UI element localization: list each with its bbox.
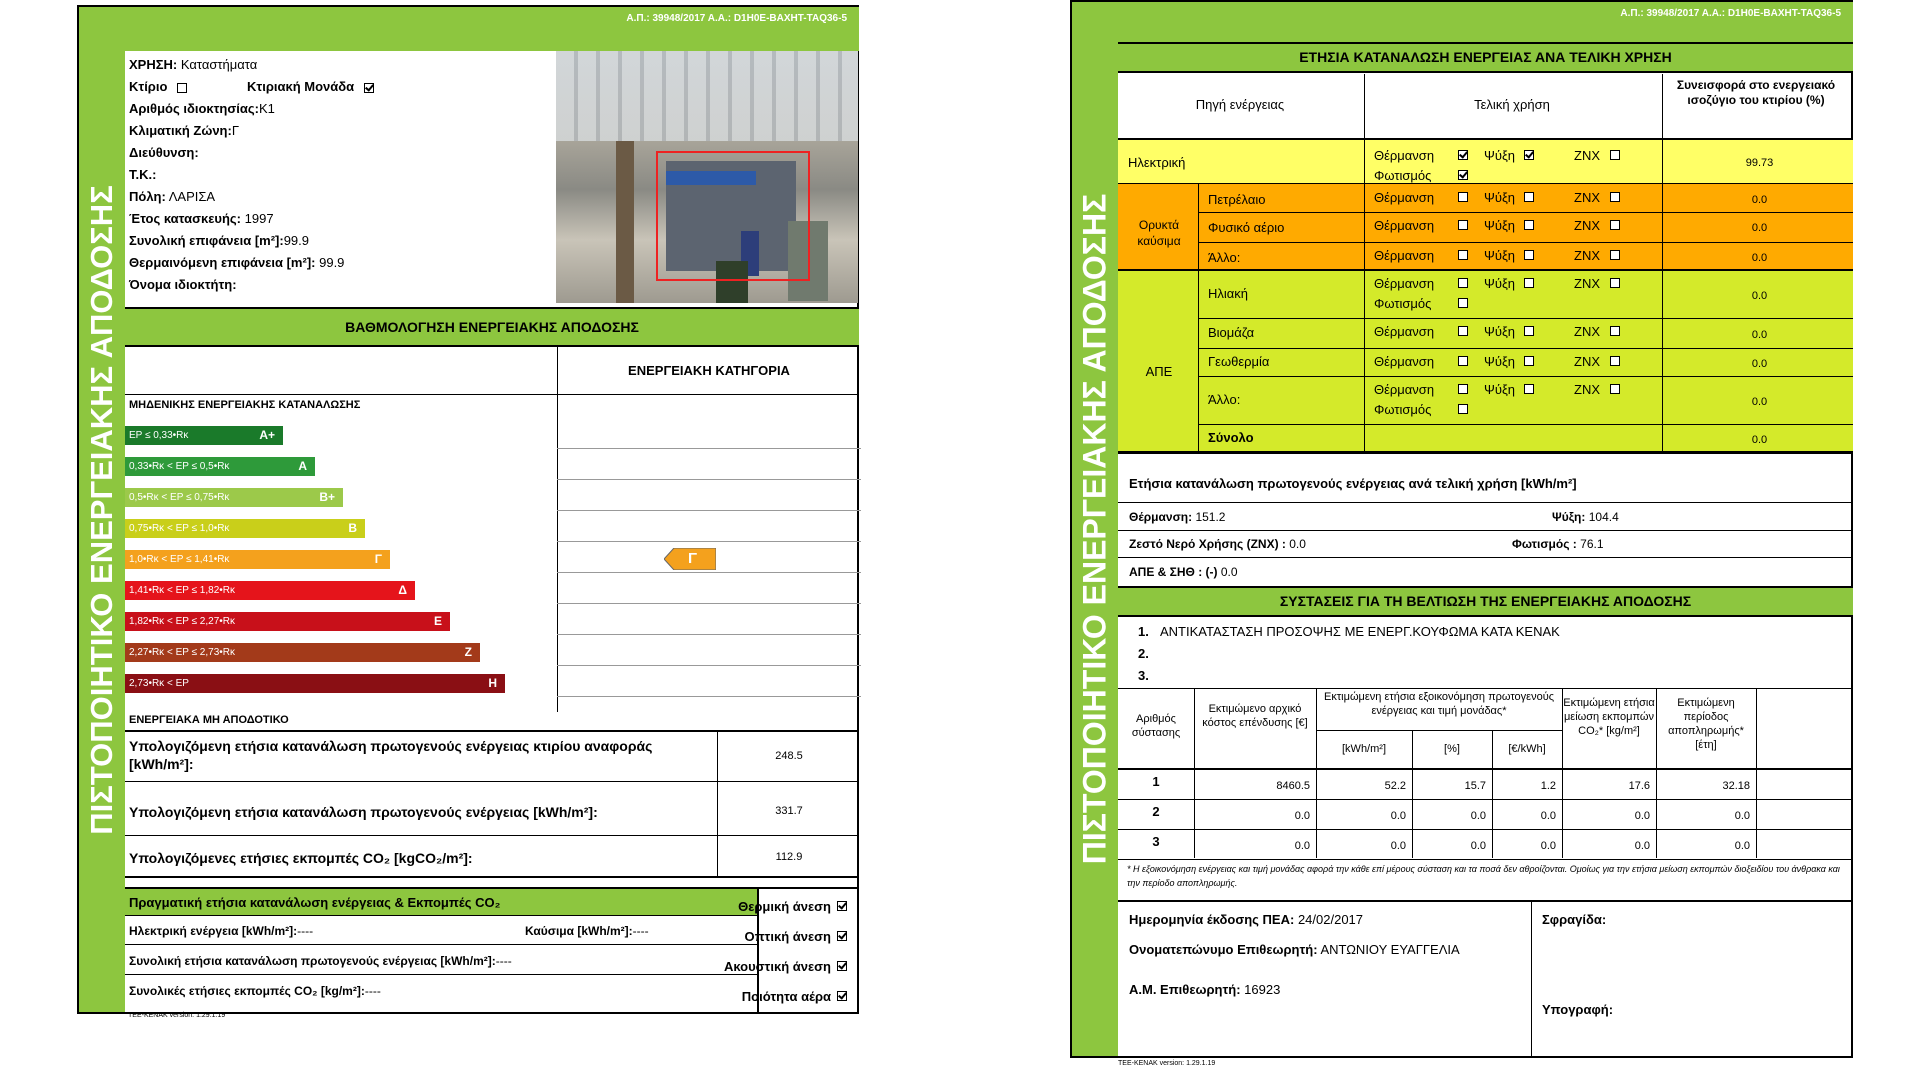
rec-cell-kwh: 52.2 xyxy=(1384,780,1406,792)
rating-bar-letter: Ε xyxy=(433,614,442,628)
rec-head-co2: Εκτιμώμενη ετήσια μείωση εκπομπών CO₂* [kg/m²] xyxy=(1563,697,1655,737)
recommendation-text: ΑΝΤΙΚΑΤΑΣΤΑΣΗ ΠΡΟΣΟΨΗΣ ΜΕ ΕΝΕΡΓ.ΚΟΥΦΩΜΑ ΚΑΤΑ ΚΕΝΑΚ xyxy=(1160,624,1560,639)
rec-cell-kwh: 0.0 xyxy=(1390,810,1406,822)
total-primary-row: Συνολική ετήσια κατανάλωση πρωτογενούς ενέργειας [kWh/m²]:---- xyxy=(129,954,512,968)
rec-cell-payback: 0.0 xyxy=(1734,810,1750,822)
rec-cell-cost: 8460.5 xyxy=(1276,780,1310,792)
res-value: 0.0 xyxy=(1751,396,1768,408)
dhw-checkbox[interactable] xyxy=(1610,356,1620,366)
certificate-page-1: ΠΙΣΤΟΠΟΙΗΤΙΚΟ ΕΝΕΡΓΕΙΑΚΗΣ ΑΠΟΔΟΣΗΣ Α.Π.: 39948/2017 Α.Α.: D1H0E-BAXHT-TAQ36-5 ΧΡΗΣΗ: Καταστήματα Κτίριο Κτιριακή Μονάδα Αριθμός ιδιοκτησίας:Κ1 Κλιματική Ζώνη:Γ Διεύθυνση: Τ.Κ.: Πόλη: ΛΑΡΙΣΑ Έτος κατασκευής: 1997 Συνολική επιφάνεια [m²]:99.9 Θερμαινόμενη επιφάνεια [m²]: 99.9 Όνομα ιδιοκτήτη: ΒΑΘΜΟΛΟΓΗΣΗ ΕΝΕΡΓΕΙΑΚΗΣ ΑΠΟΔΟΣΗΣ ΕΝΕΡΓΕΙΑΚΗ ΚΑΤΗΓΟΡΙΑ ΜΗΔΕΝΙΚΗΣ ΕΝΕΡΓΕΙΑΚΗΣ ΚΑΤΑΝΑΛΩΣΗΣ EP ≤ 0,33•Rᴋ Α+ 0,33•Rᴋ < EP ≤ 0,5•Rᴋ Α 0,5•Rᴋ < EP ≤ 0,75•Rᴋ Β+ 0,75•Rᴋ < EP ≤ 1,0•Rᴋ Β 1,0•Rᴋ < EP ≤ 1,41•Rᴋ Γ 1,41•Rᴋ < EP ≤ 1,82•Rᴋ Δ 1,82•Rᴋ < EP ≤ 2,27•Rᴋ Ε 2,27•Rᴋ < EP ≤ 2,73•Rᴋ Ζ 2,73•Rᴋ < EP Η ΕΝΕΡΓΕΙΑΚΑ ΜΗ ΑΠΟΔΟΤΙΚΟ Γ Υπολογιζόμενη ετήσια κατανάλωση πρωτογενούς ενέργειας κτιρίου αναφοράς [kWh/m²]: 248.5 Υπολογιζόμενη ετήσια κατανάλωση πρωτογενούς ενέργειας [kWh/m²]: 331.7 Υπολογιζόμενες ετήσιες εκπομπές CO₂ [kgCO₂/m²]: 112.9 Πραγματική ετήσια κατανάλωση ενέργειας & Εκπομπές CO₂ Ηλεκτρική ενέργεια [kWh/m²]:---- Καύσιμα [kWh/m²]:---- Συνολική ετήσια κατανάλωση πρωτογενούς ενέργειας [kWh/m²]:---- Συνολικές ετήσιες εκπομπές CO₂ [kg/m²]:---- Θερμική άνεση Οπτική άνεση Ακουστική άνεση Ποιότητα αέρα xyxy=(77,5,859,1014)
rating-bar-letter: Β+ xyxy=(319,490,335,504)
grid-v2 xyxy=(1364,74,1365,452)
cooling-checkbox[interactable] xyxy=(1524,356,1534,366)
inspector-name: Ονοματεπώνυμο Επιθεωρητή: ΑΝΤΩΝΙΟΥ ΕΥΑΓΓΕΛΙΑ xyxy=(1129,942,1460,957)
use-cooling-label: Ψύξη xyxy=(1484,148,1516,163)
rating-bar-8 xyxy=(125,674,505,693)
inspector-am: Α.Μ. Επιθεωρητή: 16923 xyxy=(1129,982,1281,997)
reference-consumption-value: 248.5 xyxy=(775,750,803,762)
comfort-checkbox[interactable] xyxy=(837,931,847,941)
use-heating-label: Θέρμανση xyxy=(1374,276,1435,291)
fossil-value: 0.0 xyxy=(1751,252,1768,264)
footnote: * Η εξοικονόμηση ενέργειας και τιμή μονάδας αφορά την κάθε επί μέρους σύσταση και τα ποσά δεν αθροίζονται. Ομοίως για την ετήσια μείωση εκπομπών διοξειδίου του άνθρακα και την περίοδο αποπληρωμής. xyxy=(1127,864,1840,888)
rec-head-num: Αριθμός σύστασης xyxy=(1131,713,1181,739)
cooling-checkbox[interactable] xyxy=(1524,250,1534,260)
recommendations-title-bar: ΣΥΣΤΑΣΕΙΣ ΓΙΑ ΤΗ ΒΕΛΤΙΩΣΗ ΤΗΣ ΕΝΕΡΓΕΙΑΚΗΣ ΑΠΟΔΟΣΗΣ xyxy=(1118,586,1853,617)
vertical-title-strip xyxy=(79,7,125,1012)
lighting-checkbox[interactable] xyxy=(1458,298,1468,308)
res-group-label: ΑΠΕ xyxy=(1145,364,1173,379)
total-co2-row: Συνολικές ετήσιες εκπομπές CO₂ [kg/m²]:---- xyxy=(129,984,381,998)
res-chp-primary: ΑΠΕ & ΣΗΘ : (-) 0.0 xyxy=(1129,565,1238,579)
lighting-primary: Φωτισμός : 76.1 xyxy=(1512,537,1604,551)
rating-bar-range: 1,41•Rᴋ < EP ≤ 1,82•Rᴋ xyxy=(129,585,235,596)
rec-head-savings: Εκτιμώμενη ετήσια εξοικονόμηση πρωτογενούς ενέργειας και τιμή μονάδας* xyxy=(1323,691,1555,717)
rating-row-line xyxy=(557,696,861,697)
rating-row-line xyxy=(557,572,861,573)
comfort-checkbox[interactable] xyxy=(837,961,847,971)
rec-cell-pct: 0.0 xyxy=(1470,840,1486,852)
res-row-line xyxy=(1198,376,1853,377)
rating-row-line xyxy=(557,603,861,604)
rec-cell-payback: 0.0 xyxy=(1734,840,1750,852)
electric-energy-row: Ηλεκτρική ενέργεια [kWh/m²]:---- xyxy=(129,924,314,938)
rec-cell-eur: 1.2 xyxy=(1540,780,1556,792)
comfort-checkbox[interactable] xyxy=(837,901,847,911)
rec-col-line xyxy=(1756,688,1757,858)
rec-cell-eur: 0.0 xyxy=(1540,810,1556,822)
cooling-checkbox[interactable] xyxy=(1524,384,1534,394)
rating-bar-letter: Η xyxy=(488,676,497,690)
zero-consumption-label: ΜΗΔΕΝΙΚΗΣ ΕΝΕΡΓΕΙΑΚΗΣ ΚΑΤΑΝΑΛΩΣΗΣ xyxy=(129,399,361,411)
rating-row-line xyxy=(557,448,861,449)
use-cooling-label: Ψύξη xyxy=(1484,276,1516,291)
col-source: Πηγή ενέργειας xyxy=(1195,97,1285,112)
rec-cell-pct: 15.7 xyxy=(1464,780,1486,792)
cooling-checkbox[interactable] xyxy=(1524,220,1534,230)
use-cooling-label: Ψύξη xyxy=(1484,382,1516,397)
vertical-title: ΠΙΣΤΟΠΟΙΗΤΙΚΟ ΕΝΕΡΓΕΙΑΚΗΣ ΑΠΟΔΟΣΗΣ xyxy=(84,184,119,835)
header-reference-bar: Α.Π.: 39948/2017 Α.Α.: D1H0E-BAXHT-TAQ36-5 xyxy=(125,7,859,51)
col-use: Τελική χρήση xyxy=(1474,97,1550,112)
rec-head-payback: Εκτιμώμενη περίοδος αποπληρωμής* [έτη] xyxy=(1668,697,1744,751)
dhw-checkbox[interactable] xyxy=(1610,250,1620,260)
current-category-arrow: Γ xyxy=(664,548,716,570)
rec-cell-co2: 17.6 xyxy=(1628,780,1650,792)
res-name: Γεωθερμία xyxy=(1208,354,1270,369)
rating-bar-range: 0,33•Rᴋ < EP ≤ 0,5•Rᴋ xyxy=(129,461,230,472)
res-name: Άλλο: xyxy=(1208,392,1241,407)
vertical-title-strip-right: ΠΙΣΤΟΠΟΙΗΤΙΚΟ ΕΝΕΡΓΕΙΑΚΗΣ ΑΠΟΔΟΣΗΣ xyxy=(1072,2,1118,1056)
rating-title-bar: ΒΑΘΜΟΛΟΓΗΣΗ ΕΝΕΡΓΕΙΑΚΗΣ ΑΠΟΔΟΣΗΣ xyxy=(125,307,859,347)
cooling-checkbox[interactable] xyxy=(1524,150,1534,160)
use-heating-label: Θέρμανση xyxy=(1374,248,1435,263)
rating-bar-5 xyxy=(125,581,415,600)
rating-bar-range: 2,27•Rᴋ < EP ≤ 2,73•Rᴋ xyxy=(129,647,235,658)
res-row-line xyxy=(1198,348,1853,349)
comfort-item-label: Οπτική άνεση xyxy=(744,929,831,944)
lighting-checkbox[interactable] xyxy=(1458,170,1468,180)
heating-checkbox[interactable] xyxy=(1458,278,1468,288)
cooling-checkbox[interactable] xyxy=(1524,278,1534,288)
heating-checkbox[interactable] xyxy=(1458,250,1468,260)
comfort-item-label: Θερμική άνεση xyxy=(738,899,831,914)
dhw-checkbox[interactable] xyxy=(1610,220,1620,230)
rec-head-line xyxy=(1118,768,1853,770)
use-heating-label: Θέρμανση xyxy=(1374,354,1435,369)
use-lighting-label: Φωτισμός xyxy=(1374,168,1432,183)
rec-cell-cost: 0.0 xyxy=(1294,810,1310,822)
dhw-checkbox[interactable] xyxy=(1610,384,1620,394)
rec-head-eur: [€/kWh] xyxy=(1508,743,1546,755)
use-cooling-label: Ψύξη xyxy=(1484,248,1516,263)
heating-checkbox[interactable] xyxy=(1458,150,1468,160)
electric-label: Ηλεκτρική xyxy=(1128,155,1186,170)
left-footer: TEE-KENAK version: 1.29.1.19 xyxy=(128,1012,226,1019)
non-efficient-label: ΕΝΕΡΓΕΙΑΚΑ ΜΗ ΑΠΟΔΟΤΙΚΟ xyxy=(129,714,289,726)
res-value: 0.0 xyxy=(1751,290,1768,302)
col-contribution: Συνεισφορά στο ενεργειακό ισοζύγιο του κτιρίου (%) xyxy=(1676,78,1836,107)
rec-row-num: 2 xyxy=(1152,804,1160,819)
use-dhw-label: ZNX xyxy=(1574,324,1600,339)
rating-row-line xyxy=(557,479,861,480)
rec-cell-payback: 32.18 xyxy=(1722,780,1750,792)
use-dhw-label: ZNX xyxy=(1574,218,1600,233)
rating-bar-letter: Β xyxy=(348,521,357,535)
header-reference-bar-right: Α.Π.: 39948/2017 Α.Α.: D1H0E-BAXHT-TAQ36-5 xyxy=(1118,2,1853,44)
dhw-checkbox[interactable] xyxy=(1610,278,1620,288)
rating-bar-range: EP ≤ 0,33•Rᴋ xyxy=(129,430,189,441)
comfort-item-label: Ποιότητα αέρα xyxy=(741,989,831,1004)
calculated-consumption-value: 331.7 xyxy=(775,805,803,817)
res-row-line xyxy=(1198,318,1853,319)
reference-consumption-label: Υπολογιζόμενη ετήσια κατανάλωση πρωτογενούς ενέργειας κτιρίου αναφοράς [kWh/m²]: xyxy=(129,738,653,772)
certificate-page-2 xyxy=(1070,0,1853,1058)
heating-checkbox[interactable] xyxy=(1458,326,1468,336)
rec-head-kwh: [kWh/m²] xyxy=(1342,743,1386,755)
grid-h-ffe xyxy=(1118,270,1853,271)
res-row-line xyxy=(1198,424,1853,425)
heating-primary: Θέρμανση: 151.2 xyxy=(1129,510,1226,524)
rating-bar-letter: Ζ xyxy=(464,645,472,659)
rating-bar-range: 0,75•Rᴋ < EP ≤ 1,0•Rᴋ xyxy=(129,523,230,534)
rating-bar-4 xyxy=(125,550,390,569)
right-footer: TEE-KENAK version: 1.29.1.19 xyxy=(1118,1060,1216,1067)
fossil-name: Πετρέλαιο xyxy=(1208,192,1266,207)
co2-emissions-value: 112.9 xyxy=(775,851,803,863)
use-dhw-label: ZNX xyxy=(1574,190,1600,205)
cooling-checkbox[interactable] xyxy=(1524,326,1534,336)
grid-v1 xyxy=(1198,184,1199,452)
rec-sub-line xyxy=(1316,730,1562,731)
use-heating-label: Θέρμανση xyxy=(1374,324,1435,339)
comfort-item-label: Ακουστική άνεση xyxy=(723,959,831,974)
rec-cell-kwh: 0.0 xyxy=(1390,840,1406,852)
use-heating-label: Θέρμανση xyxy=(1374,148,1435,163)
rating-bar-letter: Γ xyxy=(374,552,382,566)
building-photo xyxy=(556,51,858,303)
fossil-name: Φυσικό αέριο xyxy=(1208,220,1285,235)
use-cooling-label: Ψύξη xyxy=(1484,218,1516,233)
rec-row-num: 1 xyxy=(1152,774,1160,789)
dhw-checkbox[interactable] xyxy=(1610,150,1620,160)
rating-row-line xyxy=(557,541,861,542)
heating-checkbox[interactable] xyxy=(1458,384,1468,394)
cooling-primary: Ψύξη: 104.4 xyxy=(1552,510,1619,524)
rec-row-line xyxy=(1118,859,1853,860)
consumption-title-bar: ΕΤΗΣΙΑ ΚΑΤΑΝΑΛΩΣΗ ΕΝΕΡΓΕΙΑΣ ΑΝΑ ΤΕΛΙΚΗ ΧΡΗΣΗ xyxy=(1118,42,1853,73)
recommendation-num: 2. xyxy=(1138,646,1149,661)
co2-emissions-label: Υπολογιζόμενες ετήσιες εκπομπές CO₂ [kgCO₂/m²]: xyxy=(129,850,473,866)
rating-row-line xyxy=(557,634,861,635)
rec-head-cost: Εκτιμώμενο αρχικό κόστος επένδυσης [€] xyxy=(1202,703,1308,729)
rec-col-line xyxy=(1492,730,1493,858)
rating-bar-7 xyxy=(125,643,480,662)
rating-bar-6 xyxy=(125,612,450,631)
rating-bar-letter: Δ xyxy=(398,583,407,597)
dhw-checkbox[interactable] xyxy=(1610,326,1620,336)
category-header: ΕΝΕΡΓΕΙΑΚΗ ΚΑΤΗΓΟΡΙΑ xyxy=(628,363,790,378)
rec-col-line xyxy=(1194,688,1195,858)
lighting-checkbox[interactable] xyxy=(1458,404,1468,414)
signature-label: Υπογραφή: xyxy=(1542,1002,1614,1017)
rec-col-line xyxy=(1656,688,1657,858)
grid-v3 xyxy=(1662,74,1663,452)
heating-checkbox[interactable] xyxy=(1458,220,1468,230)
rec-cell-cost: 0.0 xyxy=(1294,840,1310,852)
rec-row-line xyxy=(1118,829,1853,830)
use-dhw-label: ZNX xyxy=(1574,248,1600,263)
rec-row-line xyxy=(1118,799,1853,800)
fuel-row: Καύσιμα [kWh/m²]:---- xyxy=(525,924,649,938)
rating-bar-0 xyxy=(125,426,283,445)
fossil-row-line xyxy=(1198,212,1853,213)
rating-bar-letter: Α+ xyxy=(259,428,275,442)
recommendation-num: 3. xyxy=(1138,668,1149,683)
res-name: Σύνολο xyxy=(1208,430,1254,445)
fossil-row-line xyxy=(1198,242,1853,243)
rec-cell-co2: 0.0 xyxy=(1634,840,1650,852)
rating-bar-range: 2,73•Rᴋ < EP xyxy=(129,678,189,689)
rec-col-line xyxy=(1562,688,1563,858)
calculated-consumption-label: Υπολογιζόμενη ετήσια κατανάλωση πρωτογενούς ενέργειας [kWh/m²]: xyxy=(129,804,598,820)
stamp-label: Σφραγίδα: xyxy=(1542,912,1607,927)
rec-cell-pct: 0.0 xyxy=(1470,810,1486,822)
rec-col-line xyxy=(1316,688,1317,858)
rating-bar-range: 1,0•Rᴋ < EP ≤ 1,41•Rᴋ xyxy=(129,554,230,565)
rating-row-line xyxy=(557,665,861,666)
use-lighting-label: Φωτισμός xyxy=(1374,402,1432,417)
electric-value: 99.73 xyxy=(1745,157,1774,169)
rec-row-num: 3 xyxy=(1152,834,1160,849)
res-value: 0.0 xyxy=(1751,434,1768,446)
use-heating-label: Θέρμανση xyxy=(1374,218,1435,233)
cooling-checkbox[interactable] xyxy=(1524,192,1534,202)
comfort-checkbox[interactable] xyxy=(837,991,847,1001)
fossil-value: 0.0 xyxy=(1751,222,1768,234)
rec-head-pct: [%] xyxy=(1444,743,1460,755)
building-info: ΧΡΗΣΗ: Καταστήματα Κτίριο Κτιριακή Μονάδα Αριθμός ιδιοκτησίας:Κ1 Κλιματική Ζώνη:Γ Διεύθυνση: Τ.Κ.: Πόλη: ΛΑΡΙΣΑ Έτος κατασκευής: 1997 Συνολική επιφάνεια [m²]:99.9 Θερμαινόμενη επιφάνεια [m²]: 99.9 Όνομα ιδιοκτήτη: xyxy=(129,54,549,296)
use-cooling-label: Ψύξη xyxy=(1484,354,1516,369)
rating-bar-1 xyxy=(125,457,315,476)
use-heating-label: Θέρμανση xyxy=(1374,190,1435,205)
dhw-primary: Ζεστό Νερό Χρήσης (ΖΝΧ) : 0.0 xyxy=(1129,537,1306,551)
res-value: 0.0 xyxy=(1751,358,1768,370)
use-lighting-label: Φωτισμός xyxy=(1374,296,1432,311)
rating-row-line xyxy=(557,510,861,511)
recommendation-num: 1. xyxy=(1138,624,1149,639)
res-name: Ηλιακή xyxy=(1208,286,1249,301)
use-dhw-label: ZNX xyxy=(1574,382,1600,397)
building-checkbox[interactable] xyxy=(177,83,187,93)
res-value: 0.0 xyxy=(1751,329,1768,341)
rec-col-line xyxy=(1412,730,1413,858)
use-dhw-label: ZNX xyxy=(1574,354,1600,369)
rating-bar-range: 1,82•Rᴋ < EP ≤ 2,27•Rᴋ xyxy=(129,616,235,627)
primary-title: Ετήσια κατανάλωση πρωτογενούς ενέργειας ανά τελική χρήση [kWh/m²] xyxy=(1129,476,1577,491)
grid-h-end xyxy=(1118,452,1853,454)
heating-checkbox[interactable] xyxy=(1458,192,1468,202)
fossil-group-label: Ορυκτά καύσιμα xyxy=(1137,218,1181,248)
rating-bar-2 xyxy=(125,488,343,507)
res-name: Βιομάζα xyxy=(1208,325,1255,340)
rec-cell-co2: 0.0 xyxy=(1634,810,1650,822)
fossil-value: 0.0 xyxy=(1751,194,1768,206)
use-dhw-label: ZNX xyxy=(1574,148,1600,163)
rating-bar-range: 0,5•Rᴋ < EP ≤ 0,75•Rᴋ xyxy=(129,492,230,503)
unit-checkbox[interactable] xyxy=(364,83,374,93)
rating-bar-3 xyxy=(125,519,365,538)
use-cooling-label: Ψύξη xyxy=(1484,324,1516,339)
heating-checkbox[interactable] xyxy=(1458,356,1468,366)
issue-date: Ημερομηνία έκδοσης ΠΕΑ: 24/02/2017 xyxy=(1129,912,1364,927)
dhw-checkbox[interactable] xyxy=(1610,192,1620,202)
rating-bar-letter: Α xyxy=(298,459,307,473)
use-dhw-label: ZNX xyxy=(1574,276,1600,291)
fossil-name: Άλλο: xyxy=(1208,250,1241,265)
use-heating-label: Θέρμανση xyxy=(1374,382,1435,397)
rec-cell-eur: 0.0 xyxy=(1540,840,1556,852)
use-cooling-label: Ψύξη xyxy=(1484,190,1516,205)
